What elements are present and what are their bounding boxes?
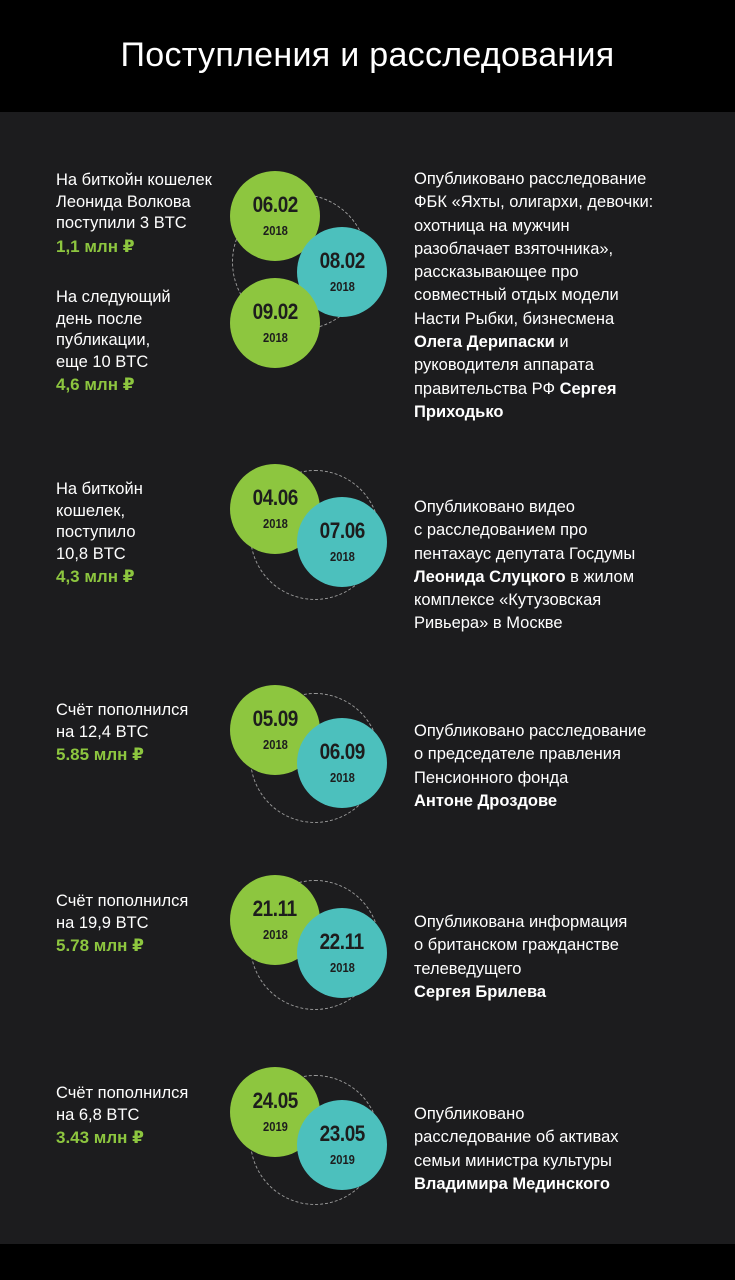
description-text: о председателе правления [414,745,621,764]
date-day-month: 24.05 [252,1088,298,1113]
description-text: рассказывающее про [414,263,579,282]
description-line [414,612,714,635]
date-year: 2018 [262,516,288,531]
description-text: Ривьера» в Москве [414,614,563,633]
description-line [414,378,714,401]
description-line [414,191,714,214]
investigation-description [414,496,714,636]
description-text: и [554,333,569,352]
description-line [414,238,714,261]
incoming-text-line: день после [56,309,143,328]
date-year: 2019 [329,1152,355,1167]
description-text: Опубликовано [414,1105,525,1123]
description-line [414,911,714,934]
description-text: расследование об активах [414,1128,619,1147]
date-circle [297,908,387,998]
incoming-amount-block [56,1083,236,1149]
description-text: разоблачает взяточника», [414,239,614,258]
date-circle [297,497,387,587]
incoming-text-line: На биткойн кошелек [56,171,212,189]
description-line [414,496,714,519]
description-text: комплексе «Кутузовская [414,591,602,610]
date-day-month: 06.02 [252,192,298,217]
description-line [414,331,714,354]
description-line [414,354,714,377]
amount-rub: 4,6 млн ₽ [56,375,135,394]
amount-rub: 4,3 млн ₽ [56,567,135,586]
incoming-text-line: публикации, [56,331,151,349]
incoming-amount-block [56,479,236,588]
description-line [414,743,714,766]
description-text: охотница на мужчин [414,216,570,235]
date-day-month: 23.05 [319,1121,365,1146]
description-text: руководителя аппарата [414,356,594,375]
incoming-text-line: еще 10 BTC [56,352,149,371]
person-name: Леонида Слуцкого [414,567,566,586]
header-bar [0,0,735,112]
date-day-month: 21.11 [252,896,298,921]
person-name: Владимира Мединского [414,1174,610,1193]
incoming-text-line: на 19,9 BTC [56,913,149,932]
description-line [414,261,714,284]
date-day-month: 08.02 [319,248,365,273]
description-text: Опубликована информация [414,913,628,931]
description-text: Опубликовано расследование [414,722,647,740]
description-line [414,284,714,307]
incoming-text-line: На следующий [56,288,171,306]
page-title: Поступления и расследования [120,36,615,74]
date-day-month: 05.09 [252,706,298,731]
description-text: пентахаус депутата Госдумы [414,544,636,563]
incoming-text-line: Счёт пополнился [56,892,189,910]
date-circle [297,718,387,808]
date-circle [297,1100,387,1190]
description-text: Опубликовано видео [414,498,575,516]
description-line [414,981,714,1004]
description-line [414,308,714,331]
description-line [414,1126,714,1149]
investigation-description [414,168,714,424]
description-line [414,215,714,238]
incoming-amount-block [56,287,236,396]
date-day-month: 04.06 [252,485,298,510]
description-text: в жилом [565,567,635,586]
description-text: Опубликовано расследование [414,170,647,188]
description-text: ФБК «Яхты, олигархи, девочки: [414,193,654,212]
description-line [414,767,714,790]
date-circle [230,278,320,368]
date-day-month: 06.09 [319,739,365,764]
description-text: правительства РФ [414,379,560,398]
date-year: 2018 [262,330,288,345]
date-year: 2018 [329,549,355,564]
amount-rub: 1,1 млн ₽ [56,236,135,256]
amount-rub: 3.43 млн ₽ [56,1128,145,1147]
description-text: семьи министра культуры [414,1151,612,1170]
description-text: с расследованием про [414,521,588,540]
incoming-amount-block [56,170,236,258]
person-name: Сергея Брилева [414,982,547,1001]
footer-bar [0,1244,735,1280]
description-text: Насти Рыбки, бизнесмена [414,309,615,328]
person-name: Сергея [559,379,617,398]
description-line [414,790,714,813]
incoming-text-line: кошелек, [56,501,126,520]
incoming-text-line: поступили 3 BTC [56,214,187,232]
date-year: 2018 [329,279,355,294]
person-name: Олега Дерипаски [414,333,555,352]
description-line [414,1150,714,1173]
description-line [414,720,714,743]
description-line [414,519,714,542]
description-line [414,566,714,589]
description-text: о британском гражданстве [414,936,619,955]
investigation-description [414,720,714,813]
date-day-month: 09.02 [252,299,298,324]
incoming-text-line: на 6,8 BTC [56,1105,140,1124]
amount-rub: 5.78 млн ₽ [56,936,145,955]
date-year: 2018 [262,927,288,942]
description-line [414,401,714,424]
description-line [414,543,714,566]
description-line [414,589,714,612]
date-year: 2018 [329,770,355,785]
incoming-amount-block [56,700,236,766]
description-text: совместный отдых модели [414,286,619,305]
incoming-text-line: Счёт пополнился [56,1084,189,1102]
date-year: 2019 [262,1119,288,1134]
incoming-text-line: На биткойн [56,480,143,498]
incoming-text-line: на 12,4 BTC [56,722,149,741]
date-year: 2018 [262,223,288,238]
description-line [414,168,714,191]
date-day-month: 22.11 [319,929,365,954]
description-text: Пенсионного фонда [414,768,569,787]
incoming-text-line: поступило [56,523,136,541]
date-day-month: 07.06 [319,518,365,543]
description-line [414,1173,714,1196]
person-name: Антоне Дроздове [414,791,558,810]
incoming-text-line: 10,8 BTC [56,544,126,563]
date-year: 2018 [329,960,355,975]
incoming-text-line: Леонида Волкова [56,192,191,211]
amount-rub: 5.85 млн ₽ [56,745,145,764]
investigation-description [414,1103,714,1196]
description-text: телеведущего [414,959,522,978]
description-line [414,958,714,981]
incoming-text-line: Счёт пополнился [56,701,189,719]
date-year: 2018 [262,737,288,752]
description-line [414,1103,714,1126]
person-name: Приходько [414,402,504,421]
description-line [414,934,714,957]
incoming-amount-block [56,891,236,957]
investigation-description [414,911,714,1004]
